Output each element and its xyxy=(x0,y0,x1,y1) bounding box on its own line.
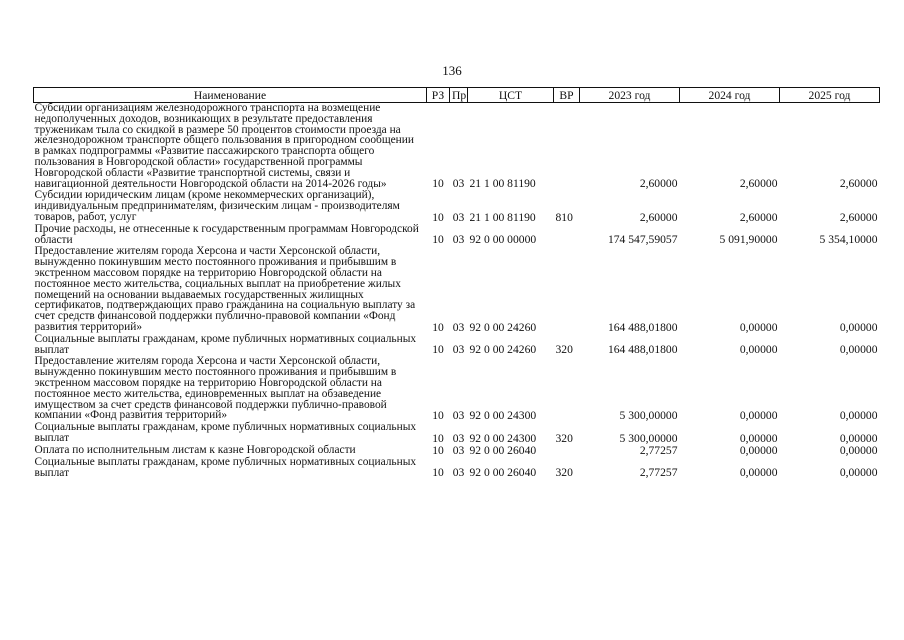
row-2025: 0,00000 xyxy=(839,431,878,445)
row-name: Предоставление жителям города Херсона и части Херсонской области, вынужденно покинувшим место постоянного проживания и прибывшим в экстренном массовом порядке на территорию Новгородской области на постоянное место жительства, единовременных выплат на обзаведение имуществом за счет средств финансовой поддержки публично-правовой компании «Фонд развития территорий» xyxy=(34,355,397,422)
row-pr: 03 xyxy=(452,431,465,445)
table-row xyxy=(34,103,880,191)
table-row xyxy=(34,457,880,480)
row-rz: 10 xyxy=(432,443,444,457)
row-cst: 92 0 00 24300 xyxy=(469,408,537,422)
row-2025: 5 354,10000 xyxy=(819,233,878,247)
row-rz: 10 xyxy=(432,320,444,334)
table-row xyxy=(34,224,880,247)
row-cst: 92 0 00 24260 xyxy=(469,320,537,334)
row-pr: 03 xyxy=(452,343,465,357)
row-name: Субсидии юридическим лицам (кроме некоммерческих организаций), индивидуальным предпринимателям, физическим лицам - производителям товаров, работ, услуг xyxy=(34,189,400,223)
row-rz: 10 xyxy=(432,343,444,357)
row-pr: 03 xyxy=(452,177,465,191)
header-row xyxy=(34,88,880,103)
header-name: Наименование xyxy=(34,88,427,103)
table-row xyxy=(34,190,880,223)
row-cst: 92 0 00 00000 xyxy=(469,233,537,247)
table-row xyxy=(34,334,880,357)
row-name: Оплата по исполнительным листам к казне Новгородской области xyxy=(34,443,356,456)
row-pr: 03 xyxy=(452,443,465,457)
row-2024: 0,00000 xyxy=(739,443,778,457)
row-name: Социальные выплаты гражданам, кроме публичных нормативных социальных выплат xyxy=(34,455,417,479)
row-cst: 21 1 00 81190 xyxy=(469,210,536,224)
row-2025: 0,00000 xyxy=(839,443,878,457)
row-vr: 320 xyxy=(555,343,573,357)
row-rz: 10 xyxy=(432,210,444,224)
header-2024: 2024 год xyxy=(680,88,780,103)
row-2024: 0,00000 xyxy=(739,343,778,357)
row-vr xyxy=(554,103,580,191)
row-2024: 0,00000 xyxy=(739,408,778,422)
header-2025: 2025 год xyxy=(780,88,880,103)
row-rz: 10 xyxy=(432,233,444,247)
table-row xyxy=(34,246,880,333)
row-name: Прочие расходы, не отнесенные к государственным программам Новгородской области xyxy=(34,222,419,246)
row-vr xyxy=(554,246,580,333)
row-cst: 92 0 00 26040 xyxy=(469,443,537,457)
row-2025: 0,00000 xyxy=(839,343,878,357)
row-2025: 2,60000 xyxy=(839,177,878,191)
row-cst: 21 1 00 81190 xyxy=(469,177,536,191)
row-2023: 174 547,59057 xyxy=(607,233,678,247)
row-2023: 164 488,01800 xyxy=(607,343,678,357)
row-cst: 92 0 00 26040 xyxy=(469,466,537,480)
table-row xyxy=(34,422,880,445)
row-2024: 2,60000 xyxy=(739,177,778,191)
page-number: 136 xyxy=(442,63,462,78)
row-2025: 2,60000 xyxy=(839,210,878,224)
row-vr xyxy=(554,356,580,422)
row-2023: 2,77257 xyxy=(639,443,678,457)
row-2023: 2,60000 xyxy=(639,210,678,224)
row-2023: 164 488,01800 xyxy=(607,320,678,334)
row-2023: 2,77257 xyxy=(639,466,678,480)
row-name: Социальные выплаты гражданам, кроме публичных нормативных социальных выплат xyxy=(34,421,417,444)
row-2024: 0,00000 xyxy=(739,431,778,445)
row-2024: 5 091,90000 xyxy=(719,233,778,247)
row-name: Субсидии организациям железнодорожного транспорта на возмещение недополученных доходов, возникающих в результате предоставления труженикам тыла со скидкой в размере 50 процентов стоимости проезда на железнодорожном транспорте общего пользования в пригородном сообщении в рамках подпрограммы «Развитие пассажирского транспорта общего пользования в Новгородской области» государственной программы Новгородской области «Развитие транспортной системы, связи и навигационной деятельности Новгородской области на 2014-2026 годы» xyxy=(34,102,414,190)
row-name: Социальные выплаты гражданам, кроме публичных нормативных социальных выплат xyxy=(34,332,417,356)
row-vr xyxy=(554,445,580,457)
row-vr: 320 xyxy=(555,431,573,445)
row-2025: 0,00000 xyxy=(839,408,878,422)
header-rz: РЗ xyxy=(427,88,450,103)
row-2025: 0,00000 xyxy=(839,466,878,480)
row-name: Предоставление жителям города Херсона и части Херсонской области, вынужденно покинувшим место постоянного проживания и прибывшим в экстренном массовом порядке на территорию Новгородской области на постоянное место жительства, социальных выплат на приобретение жилых помещений на основании выдаваемых государственных жилищных сертификатов, подтверждающих право гражданина на социальную выплату за счет средств финансовой поддержки публично-правовой компании «Фонд развития территорий» xyxy=(34,245,416,333)
row-pr: 03 xyxy=(452,210,465,224)
budget-table xyxy=(33,87,880,480)
table-row xyxy=(34,356,880,422)
row-2024: 2,60000 xyxy=(739,210,778,224)
row-2025: 0,00000 xyxy=(839,320,878,334)
row-rz: 10 xyxy=(432,431,444,445)
row-cst: 92 0 00 24300 xyxy=(469,431,537,445)
header-pr: Пр xyxy=(450,88,468,103)
row-2024: 0,00000 xyxy=(739,320,778,334)
row-2024: 0,00000 xyxy=(739,466,778,480)
row-cst: 92 0 00 24260 xyxy=(469,343,537,357)
row-vr xyxy=(554,224,580,247)
row-vr: 810 xyxy=(555,210,573,224)
row-pr: 03 xyxy=(452,466,465,480)
row-vr: 320 xyxy=(555,466,573,480)
row-pr: 03 xyxy=(452,320,465,334)
row-2023: 2,60000 xyxy=(639,177,678,191)
header-vr: ВР xyxy=(554,88,580,103)
row-rz: 10 xyxy=(432,177,444,191)
header-cst: ЦСТ xyxy=(468,88,554,103)
row-rz: 10 xyxy=(432,466,444,480)
row-pr: 03 xyxy=(452,233,465,247)
header-2023: 2023 год xyxy=(580,88,680,103)
row-rz: 10 xyxy=(432,408,444,422)
row-2023: 5 300,00000 xyxy=(619,431,678,445)
row-pr: 03 xyxy=(452,408,465,422)
row-2023: 5 300,00000 xyxy=(619,408,678,422)
